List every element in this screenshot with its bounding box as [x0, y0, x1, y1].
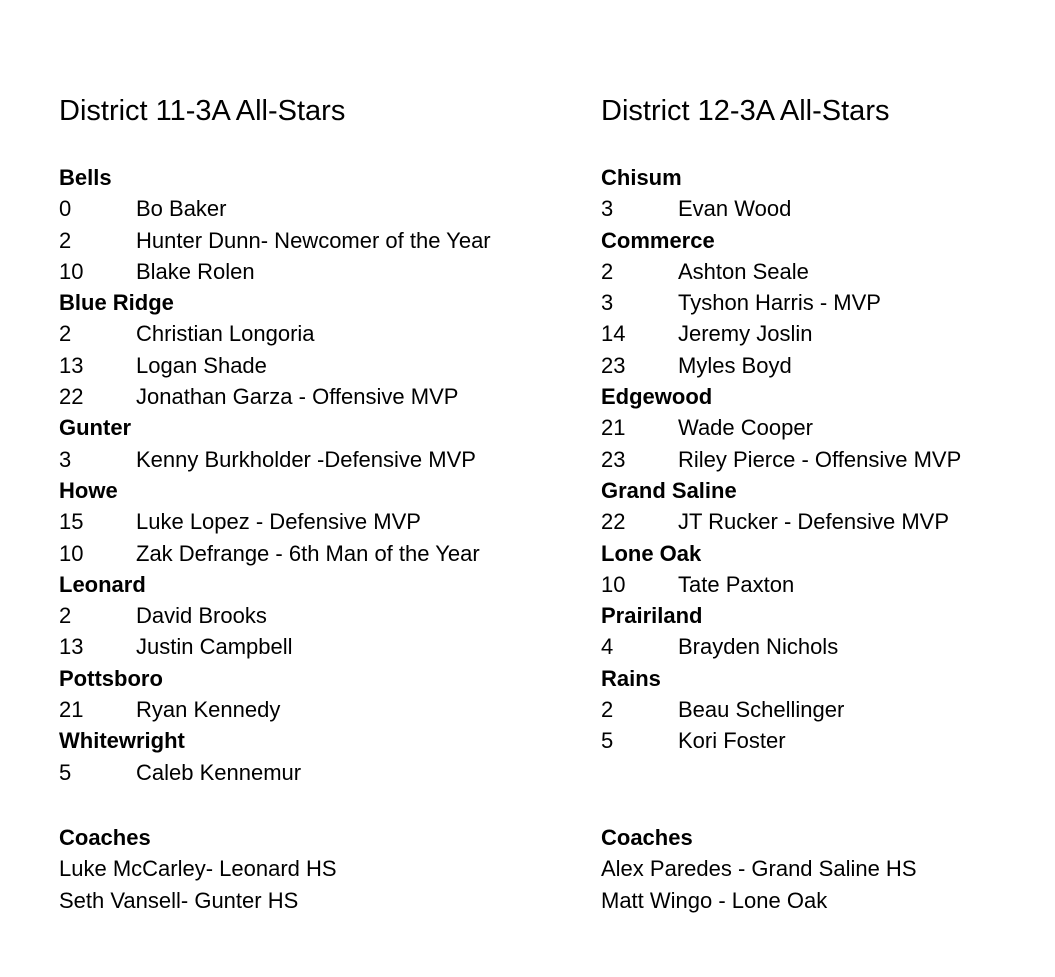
player-name: Jeremy Joslin [678, 321, 813, 347]
player-number: 2 [601, 258, 614, 284]
player-row [601, 631, 961, 662]
player-name: Christian Longoria [136, 321, 315, 347]
team-name: Edgewood [601, 384, 713, 410]
player-number: 3 [59, 446, 72, 472]
player-row [59, 318, 491, 349]
player-name: Riley Pierce - Offensive MVP [678, 446, 962, 472]
player-row [601, 256, 961, 287]
team-name: Prairiland [601, 603, 703, 629]
district-title: District 11-3A All-Stars [59, 95, 346, 127]
player-name: Ryan Kennedy [136, 697, 281, 723]
player-number: 10 [601, 571, 626, 597]
coaches-section [59, 822, 337, 916]
player-number: 23 [601, 446, 626, 472]
team-list [59, 162, 491, 788]
player-row [601, 506, 961, 537]
player-number: 2 [59, 227, 72, 253]
player-row [59, 381, 491, 412]
player-row [59, 444, 491, 475]
player-row [601, 318, 961, 349]
player-row [59, 538, 491, 569]
player-name: Kenny Burkholder -Defensive MVP [136, 446, 476, 472]
player-name: Bo Baker [136, 196, 227, 222]
player-number: 2 [59, 603, 72, 629]
player-name: Luke Lopez - Defensive MVP [136, 509, 421, 535]
player-number: 15 [59, 509, 84, 535]
player-name: Evan Wood [678, 196, 792, 222]
player-name: Beau Schellinger [678, 697, 845, 723]
player-row [59, 757, 491, 788]
team-name: Lone Oak [601, 540, 702, 566]
player-number: 13 [59, 352, 84, 378]
player-number: 13 [59, 634, 84, 660]
player-name: Brayden Nichols [678, 634, 839, 660]
player-number: 5 [601, 728, 614, 754]
player-number: 14 [601, 321, 626, 347]
player-number: 4 [601, 634, 614, 660]
player-name: Logan Shade [136, 352, 267, 378]
player-number: 21 [59, 697, 84, 723]
player-name: Justin Campbell [136, 634, 293, 660]
coaches-heading: Coaches [59, 825, 151, 850]
player-row [59, 694, 491, 725]
player-number: 10 [59, 540, 84, 566]
player-number: 0 [59, 196, 72, 222]
district-column-left [59, 93, 491, 788]
player-row [601, 412, 961, 443]
team-name: Howe [59, 477, 118, 503]
team-name: Leonard [59, 571, 146, 597]
player-row [601, 694, 961, 725]
player-number: 23 [601, 352, 626, 378]
player-name: Hunter Dunn- Newcomer of the Year [136, 227, 491, 253]
player-row [59, 600, 491, 631]
player-name: Caleb Kennemur [136, 759, 302, 785]
coach-line: Alex Paredes - Grand Saline HS [601, 856, 917, 882]
player-row [601, 193, 961, 224]
player-row [59, 193, 491, 224]
player-number: 2 [59, 321, 72, 347]
player-number: 22 [59, 384, 84, 410]
team-name: Pottsboro [59, 665, 163, 691]
district-column-right [601, 93, 961, 757]
district-title: District 12-3A All-Stars [601, 95, 890, 127]
player-number: 21 [601, 415, 626, 441]
player-row [601, 287, 961, 318]
team-name: Grand Saline [601, 477, 737, 503]
coach-line: Seth Vansell- Gunter HS [59, 887, 299, 913]
player-number: 3 [601, 290, 614, 316]
team-name: Blue Ridge [59, 290, 174, 316]
player-row [601, 350, 961, 381]
player-name: Wade Cooper [678, 415, 813, 441]
player-name: Tyshon Harris - MVP [678, 290, 881, 316]
player-row [59, 350, 491, 381]
team-name: Commerce [601, 227, 715, 253]
team-name: Whitewright [59, 728, 185, 754]
player-name: Tate Paxton [678, 571, 795, 597]
team-name: Bells [59, 165, 112, 190]
player-name: Blake Rolen [136, 258, 255, 284]
coaches-heading: Coaches [601, 825, 693, 850]
team-name: Gunter [59, 415, 132, 441]
player-row [601, 569, 961, 600]
player-number: 3 [601, 196, 614, 222]
player-row [59, 256, 491, 287]
team-name: Chisum [601, 165, 682, 190]
player-name: JT Rucker - Defensive MVP [678, 509, 950, 535]
player-number: 2 [601, 697, 614, 723]
player-number: 22 [601, 509, 626, 535]
player-name: Jonathan Garza - Offensive MVP [136, 384, 459, 410]
player-name: Zak Defrange - 6th Man of the Year [136, 540, 480, 566]
player-name: Kori Foster [678, 728, 786, 754]
player-row [59, 225, 491, 256]
player-number: 5 [59, 759, 72, 785]
team-name: Rains [601, 665, 661, 691]
player-row [601, 444, 961, 475]
player-number: 10 [59, 258, 84, 284]
player-name: Myles Boyd [678, 352, 792, 378]
coach-line: Matt Wingo - Lone Oak [601, 887, 828, 913]
player-name: David Brooks [136, 603, 267, 629]
coach-line: Luke McCarley- Leonard HS [59, 856, 337, 882]
player-name: Ashton Seale [678, 258, 809, 284]
coaches-section [601, 822, 917, 916]
team-list [601, 162, 961, 757]
player-row [59, 631, 491, 662]
player-row [59, 506, 491, 537]
player-row [601, 725, 961, 756]
